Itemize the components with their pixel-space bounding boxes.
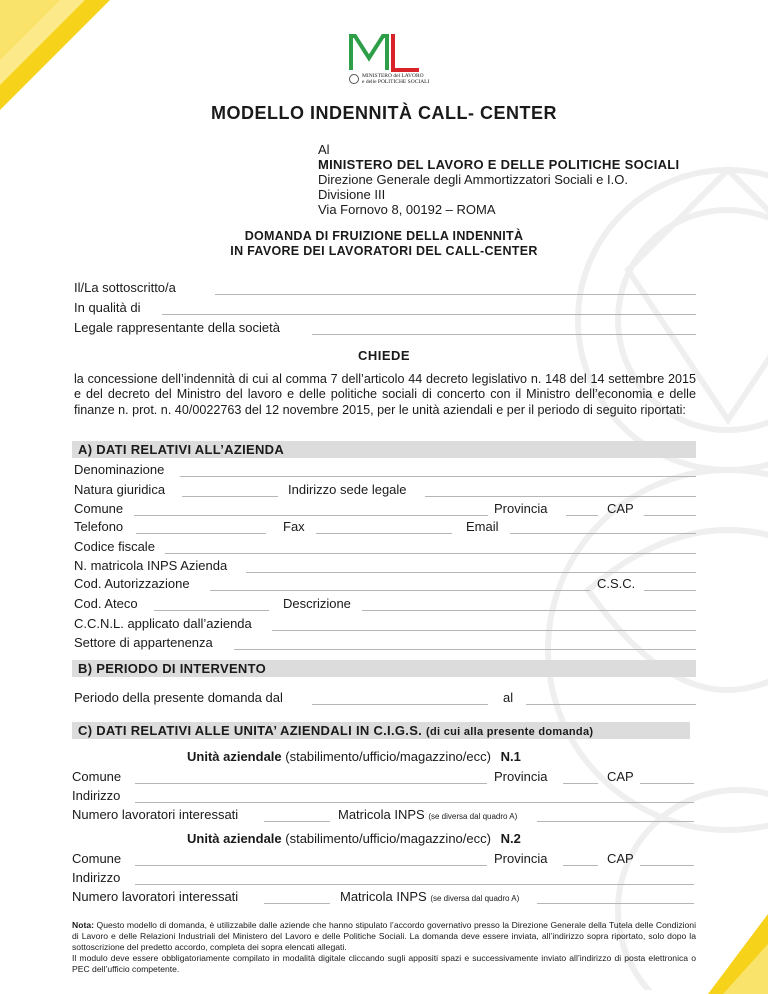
descrizione-label: Descrizione — [283, 596, 351, 611]
footer-note — [72, 920, 696, 975]
unit-1-title: Unità aziendale — [187, 749, 282, 764]
ateco-field[interactable] — [154, 610, 269, 611]
corner-decoration — [0, 0, 110, 110]
csc-label: C.S.C. — [597, 576, 636, 591]
recipient-line4: Via Fornovo 8, 00192 – ROMA — [318, 202, 496, 217]
unit-1-provincia-field[interactable] — [563, 783, 598, 784]
unit-2-detail: (stabilimento/ufficio/magazzino/ecc) — [285, 831, 491, 846]
periodo-al-label: al — [503, 690, 514, 705]
provincia-a-label: Provincia — [494, 501, 548, 516]
unit-1-detail: (stabilimento/ufficio/magazzino/ecc) — [285, 749, 491, 764]
recipient-address — [318, 142, 679, 217]
request-text: la concessione dell’indennità di cui al comma 7 dell’articolo 44 decreto legislativo n. 148 del 14 settembre 2015 e del decreto del Ministro del lavoro e delle politiche sociali di concerto con il Ministro dell’economia e delle finanze n. prot. n. 40/0022763 del 12 novembre 2015, per le unità aziendali e per il periodo di seguito riportati: — [74, 372, 696, 417]
email-label: Email — [466, 519, 499, 534]
unit-2-indirizzo-field[interactable] — [135, 884, 694, 885]
telefono-label: Telefono — [74, 519, 124, 534]
cap-a-label: CAP — [607, 501, 634, 516]
unit-2-indirizzo-label: Indirizzo — [72, 870, 121, 885]
section-b-heading: B) PERIODO DI INTERVENTO — [72, 660, 696, 677]
unit-2-lavoratori-field[interactable] — [264, 903, 330, 904]
ccnl-label: C.C.N.L. applicato dall’azienda — [74, 616, 252, 631]
recipient-ministry: MINISTERO DEL LAVORO E DELLE POLITICHE SOCIALI — [318, 157, 680, 172]
unit-2-matricola-text: Matricola INPS — [340, 889, 427, 904]
legal-rep-field[interactable] — [312, 334, 696, 335]
comune-a-field[interactable] — [134, 515, 488, 516]
unit-2-provincia-field[interactable] — [563, 865, 598, 866]
capacity-label: In qualità di — [74, 300, 141, 315]
unit-2-matricola-field[interactable] — [537, 903, 694, 904]
recipient-line2: Direzione Generale degli Ammortizzatori Sociali e I.O. — [318, 172, 628, 187]
comune-a-label: Comune — [74, 501, 124, 516]
ml-monogram-icon — [345, 30, 425, 74]
unit-1-comune-field[interactable] — [135, 783, 487, 784]
logo-line2: e delle POLITICHE SOCIALI — [362, 79, 430, 85]
fax-label: Fax — [283, 519, 305, 534]
capacity-field[interactable] — [162, 314, 696, 315]
unit-1-matricola-note: (se diversa dal quadro A) — [428, 812, 518, 821]
recipient-line3: Divisione III — [318, 187, 386, 202]
unit-1-comune-label: Comune — [72, 769, 122, 784]
unit-1-provincia-label: Provincia — [494, 769, 548, 784]
form-subtitle — [0, 229, 768, 259]
denominazione-label: Denominazione — [74, 462, 165, 477]
unit-2-title: Unità aziendale — [187, 831, 282, 846]
unit-2-comune-label: Comune — [72, 851, 122, 866]
descrizione-field[interactable] — [362, 610, 696, 611]
request-heading: CHIEDE — [357, 348, 411, 363]
cap-a-field[interactable] — [644, 515, 696, 516]
section-c-title: C) DATI RELATIVI ALLE UNITA’ AZIENDALI IN C.I.G.S. — [78, 723, 423, 738]
subtitle-line2: IN FAVORE DEI LAVORATORI DEL CALL-CENTER — [230, 244, 538, 258]
section-c-heading — [72, 722, 690, 739]
indirizzo-sede-label: Indirizzo sede legale — [288, 482, 407, 497]
ateco-label: Cod. Ateco — [74, 596, 138, 611]
unit-1-number: N.1 — [500, 749, 521, 764]
autorizzazione-label: Cod. Autorizzazione — [74, 576, 190, 591]
natura-label: Natura giuridica — [74, 482, 166, 497]
telefono-field[interactable] — [136, 533, 266, 534]
unit-1-lavoratori-field[interactable] — [264, 821, 330, 822]
periodo-al-field[interactable] — [526, 704, 696, 705]
unit-1-lavoratori-label: Numero lavoratori interessati — [72, 807, 239, 822]
matricola-a-field[interactable] — [246, 572, 696, 573]
unit-1-indirizzo-label: Indirizzo — [72, 788, 121, 803]
denominazione-field[interactable] — [180, 476, 696, 477]
fax-field[interactable] — [316, 533, 452, 534]
email-field[interactable] — [510, 533, 696, 534]
unit-2-matricola-label — [340, 889, 519, 904]
codice-fiscale-label: Codice fiscale — [74, 539, 155, 554]
matricola-a-label: N. matricola INPS Azienda — [74, 558, 228, 573]
periodo-dal-field[interactable] — [312, 704, 488, 705]
unit-2-cap-field[interactable] — [640, 865, 694, 866]
unit-1-heading — [187, 749, 521, 764]
unit-2-number: N.2 — [500, 831, 521, 846]
autorizzazione-field[interactable] — [210, 590, 590, 591]
page-title: MODELLO INDENNITÀ CALL- CENTER — [211, 103, 557, 123]
unit-1-cap-field[interactable] — [640, 783, 694, 784]
undersigned-field[interactable] — [215, 294, 696, 295]
unit-1-matricola-field[interactable] — [537, 821, 694, 822]
subtitle-line1: DOMANDA DI FRUIZIONE DELLA INDENNITÀ — [244, 229, 524, 243]
natura-field[interactable] — [182, 496, 278, 497]
logo-line1: MINISTERO del LAVORO — [362, 73, 424, 79]
note-label: Nota: — [72, 920, 94, 930]
unit-1-matricola-label — [338, 807, 517, 822]
indirizzo-sede-field[interactable] — [425, 496, 696, 497]
unit-1-indirizzo-field[interactable] — [135, 802, 694, 803]
settore-label: Settore di appartenenza — [74, 635, 213, 650]
csc-field[interactable] — [644, 590, 696, 591]
periodo-dal-label: Periodo della presente domanda dal — [74, 690, 283, 705]
unit-1-cap-label: CAP — [607, 769, 634, 784]
section-c-note: (di cui alla presente domanda) — [426, 726, 594, 738]
section-a-heading: A) DATI RELATIVI ALL’AZIENDA — [72, 441, 696, 458]
unit-2-lavoratori-label: Numero lavoratori interessati — [72, 889, 239, 904]
settore-field[interactable] — [234, 649, 696, 650]
unit-2-comune-field[interactable] — [135, 865, 487, 866]
note-text1: Questo modello di domanda, è utilizzabile dalle aziende che hanno stipulato l’accordo governativo presso la Direzione Generale della Tutela delle Condizioni di Lavoro e delle Relazioni Industriali del Ministero del Lavoro e delle Politiche Sociali. La domanda deve essere inviata, all’indirizzo sopra riportato, solo dopo la sottoscrizione del predetto accordo, completa dei sopra elencati allegati. — [72, 920, 696, 952]
ministry-logo — [345, 30, 430, 90]
unit-2-cap-label: CAP — [607, 851, 634, 866]
codice-fiscale-field[interactable] — [165, 553, 696, 554]
undersigned-label: Il/La sottoscritto/a — [74, 280, 176, 295]
emblem-icon — [349, 74, 359, 84]
unit-2-matricola-note: (se diversa dal quadro A) — [430, 894, 520, 903]
recipient-to: Al — [318, 142, 330, 157]
unit-2-provincia-label: Provincia — [494, 851, 548, 866]
unit-2-heading — [187, 831, 521, 846]
unit-1-matricola-text: Matricola INPS — [338, 807, 425, 822]
legal-rep-label: Legale rappresentante della società — [74, 320, 280, 335]
provincia-a-field[interactable] — [566, 515, 598, 516]
note-text2: Il modulo deve essere obbligatoriamente compilato in modalità digitale cliccando sugli appositi spazi e successivamente inviato all’indirizzo di posta elettronica o PEC dell’ufficio competente. — [72, 953, 696, 974]
ccnl-field[interactable] — [272, 630, 696, 631]
